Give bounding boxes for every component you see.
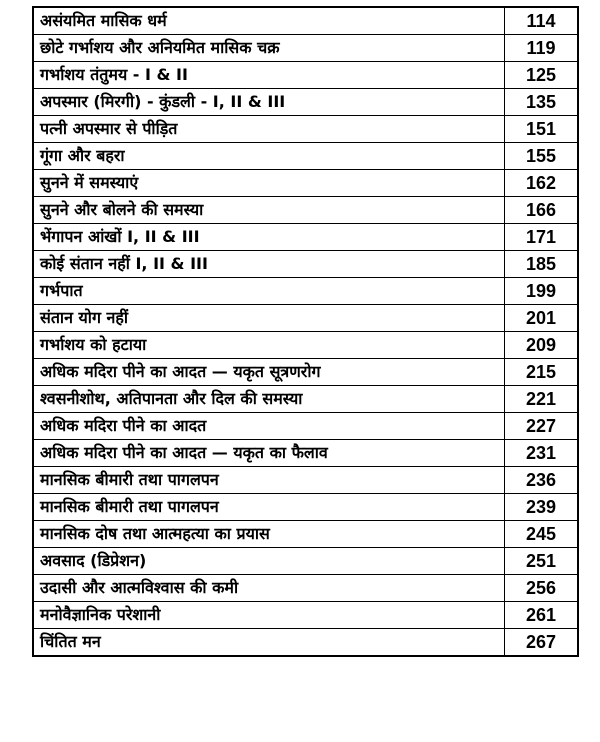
chapter-title: अधिक मदिरा पीने का आदत xyxy=(33,413,505,440)
page-number: 245 xyxy=(505,521,579,548)
page-number: 199 xyxy=(505,278,579,305)
chapter-title: अवसाद (डिप्रेशन) xyxy=(33,548,505,575)
chapter-title: असंयमित मासिक धर्म xyxy=(33,7,505,35)
table-row xyxy=(33,170,578,197)
table-row xyxy=(33,386,578,413)
table-row xyxy=(33,494,578,521)
chapter-title: गर्भाशय को हटाया xyxy=(33,332,505,359)
page-number: 151 xyxy=(505,116,579,143)
chapter-title: मनोवैज्ञानिक परेशानी xyxy=(33,602,505,629)
contents-table-body xyxy=(33,7,578,656)
page-number: 251 xyxy=(505,548,579,575)
page-number: 185 xyxy=(505,251,579,278)
table-row xyxy=(33,521,578,548)
page-number: 227 xyxy=(505,413,579,440)
chapter-title: संतान योग नहीं xyxy=(33,305,505,332)
table-row xyxy=(33,89,578,116)
chapter-title: पत्नी अपस्मार से पीड़ित xyxy=(33,116,505,143)
page-number: 166 xyxy=(505,197,579,224)
table-row xyxy=(33,62,578,89)
table-row xyxy=(33,143,578,170)
chapter-title: अपस्मार (मिरगी) - कुंडली - I, II & III xyxy=(33,89,505,116)
page-number: 119 xyxy=(505,35,579,62)
chapter-title: कोई संतान नहीं I, II & III xyxy=(33,251,505,278)
page-number: 231 xyxy=(505,440,579,467)
table-row xyxy=(33,116,578,143)
page-number: 261 xyxy=(505,602,579,629)
page-number: 215 xyxy=(505,359,579,386)
page-number: 221 xyxy=(505,386,579,413)
table-row xyxy=(33,7,578,35)
table-row xyxy=(33,413,578,440)
table-row xyxy=(33,332,578,359)
page-number: 135 xyxy=(505,89,579,116)
table-row xyxy=(33,251,578,278)
table-row xyxy=(33,305,578,332)
page-number: 236 xyxy=(505,467,579,494)
page-number: 239 xyxy=(505,494,579,521)
chapter-title: चिंतित मन xyxy=(33,629,505,657)
chapter-title: उदासी और आत्मविश्वास की कमी xyxy=(33,575,505,602)
page-number: 162 xyxy=(505,170,579,197)
chapter-title: छोटे गर्भाशय और अनियमित मासिक चक्र xyxy=(33,35,505,62)
page-number: 256 xyxy=(505,575,579,602)
page-number: 155 xyxy=(505,143,579,170)
table-row xyxy=(33,629,578,657)
table-row xyxy=(33,197,578,224)
table-row xyxy=(33,602,578,629)
chapter-title: मानसिक दोष तथा आत्महत्या का प्रयास xyxy=(33,521,505,548)
chapter-title: गर्भपात xyxy=(33,278,505,305)
page-number: 114 xyxy=(505,7,579,35)
table-row xyxy=(33,35,578,62)
page-number: 125 xyxy=(505,62,579,89)
table-row xyxy=(33,278,578,305)
page-number: 171 xyxy=(505,224,579,251)
chapter-title: अधिक मदिरा पीने का आदत — यकृत सूत्रणरोग xyxy=(33,359,505,386)
table-row xyxy=(33,575,578,602)
chapter-title: मानसिक बीमारी तथा पागलपन xyxy=(33,467,505,494)
table-row xyxy=(33,224,578,251)
chapter-title: अधिक मदिरा पीने का आदत — यकृत का फैलाव xyxy=(33,440,505,467)
chapter-title: गर्भाशय तंतुमय - I & II xyxy=(33,62,505,89)
contents-table xyxy=(32,6,579,657)
page-number: 267 xyxy=(505,629,579,657)
table-row xyxy=(33,467,578,494)
page-number: 209 xyxy=(505,332,579,359)
chapter-title: श्वसनीशोथ, अतिपानता और दिल की समस्या xyxy=(33,386,505,413)
chapter-title: सुनने में समस्याएं xyxy=(33,170,505,197)
chapter-title: भेंगापन आंखों I, II & III xyxy=(33,224,505,251)
table-row xyxy=(33,548,578,575)
chapter-title: मानसिक बीमारी तथा पागलपन xyxy=(33,494,505,521)
table-row xyxy=(33,440,578,467)
page-number: 201 xyxy=(505,305,579,332)
chapter-title: सुनने और बोलने की समस्या xyxy=(33,197,505,224)
table-row xyxy=(33,359,578,386)
chapter-title: गूंगा और बहरा xyxy=(33,143,505,170)
